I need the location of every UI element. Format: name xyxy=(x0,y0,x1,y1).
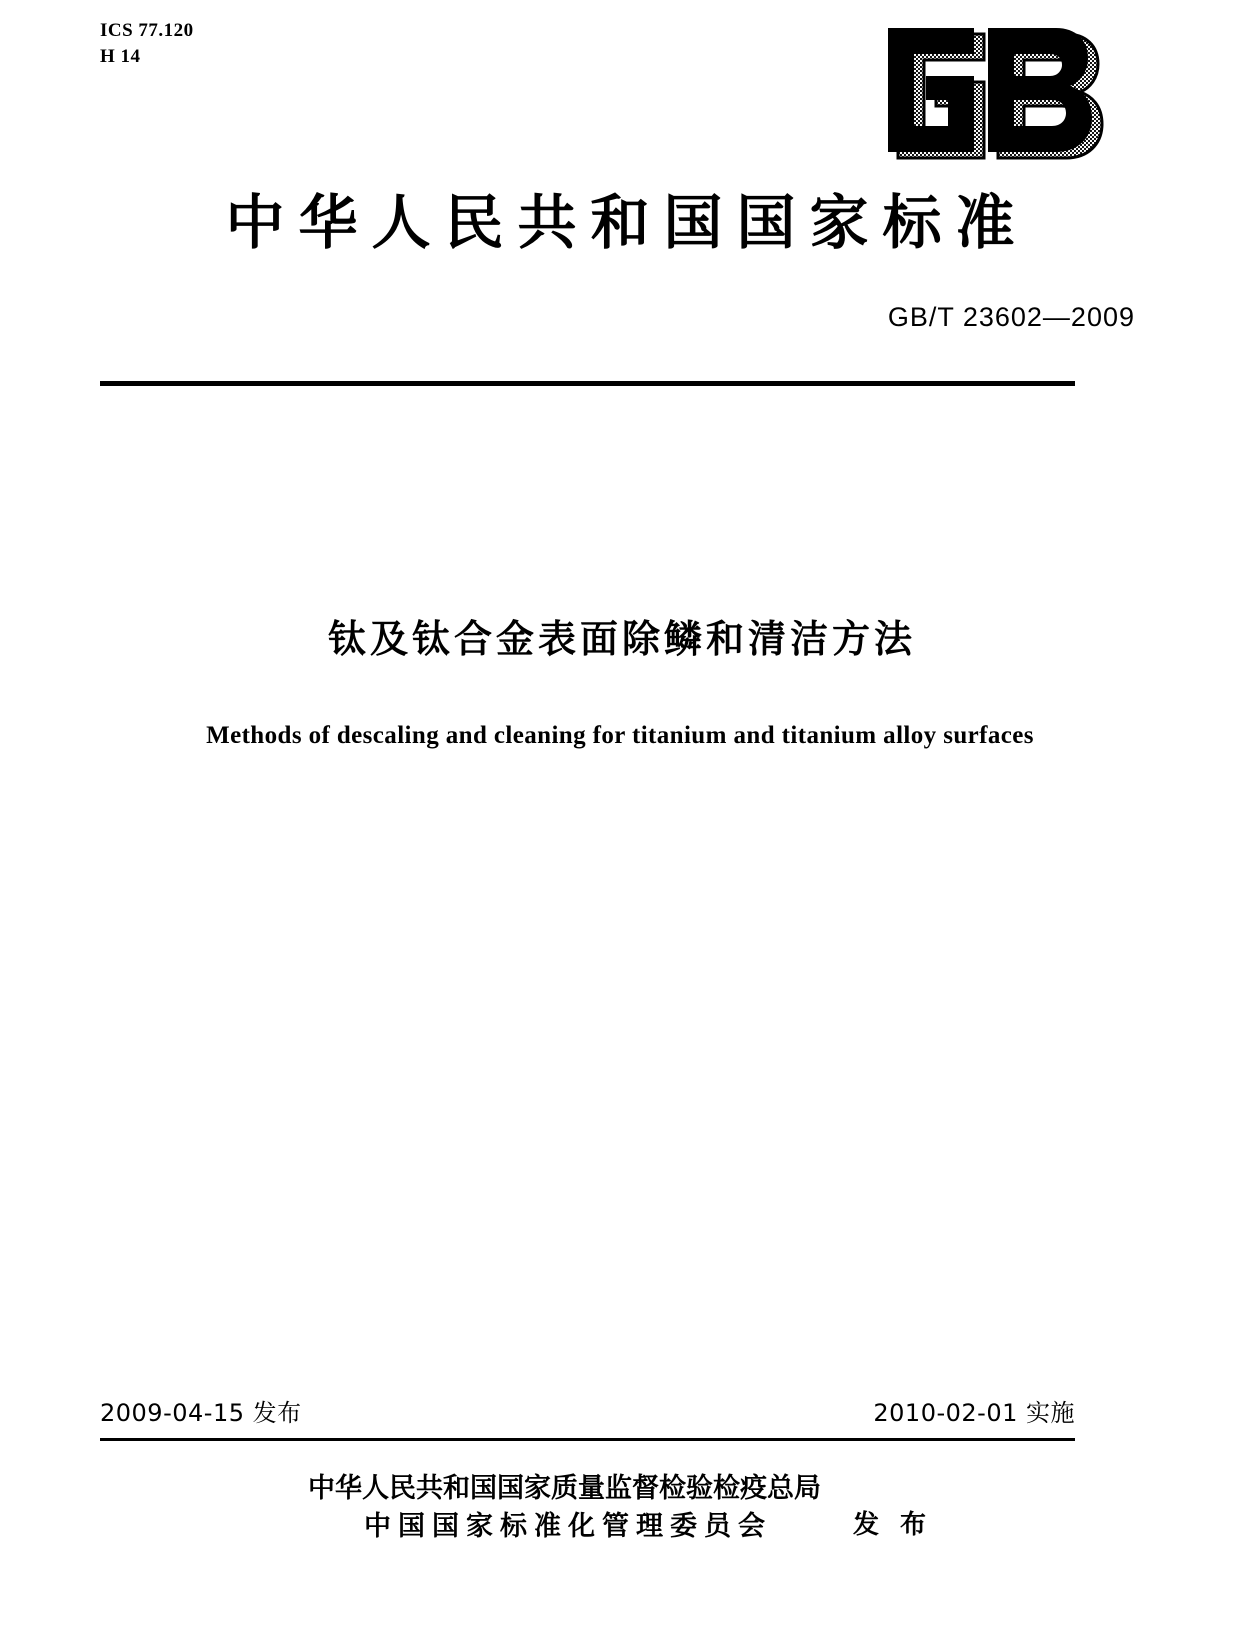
ics-code: ICS 77.120 xyxy=(100,20,194,41)
issuer-line-1: 中华人民共和国国家质量监督检验检疫总局 xyxy=(307,1473,821,1504)
document-title-english: Methods of descaling and cleaning for titanium and titanium alloy surfaces xyxy=(206,722,1034,749)
issuer-verb: 发 布 xyxy=(852,1509,933,1540)
gb-emblem-icon xyxy=(872,26,1122,166)
document-title-chinese: 钛及钛合金表面除鳞和清洁方法 xyxy=(327,617,916,661)
footer-divider xyxy=(100,1438,1075,1441)
issue-date: 2009-04-15 发布 xyxy=(100,1399,302,1427)
national-standard-title: 中华人民共和国国家标准 xyxy=(225,188,1029,257)
ccs-code: H 14 xyxy=(100,45,141,67)
header-divider xyxy=(100,381,1075,386)
issuer-block xyxy=(0,1470,1240,1547)
implementation-date: 2010-02-01 实施 xyxy=(873,1399,1075,1427)
issuer-line-2: 中国国家标准化管理委员会 xyxy=(363,1511,772,1543)
standard-number: GB/T 23602—2009 xyxy=(887,302,1135,332)
date-row xyxy=(100,1393,1075,1425)
ics-classification-block xyxy=(100,18,194,69)
issuer-names xyxy=(308,1470,821,1547)
